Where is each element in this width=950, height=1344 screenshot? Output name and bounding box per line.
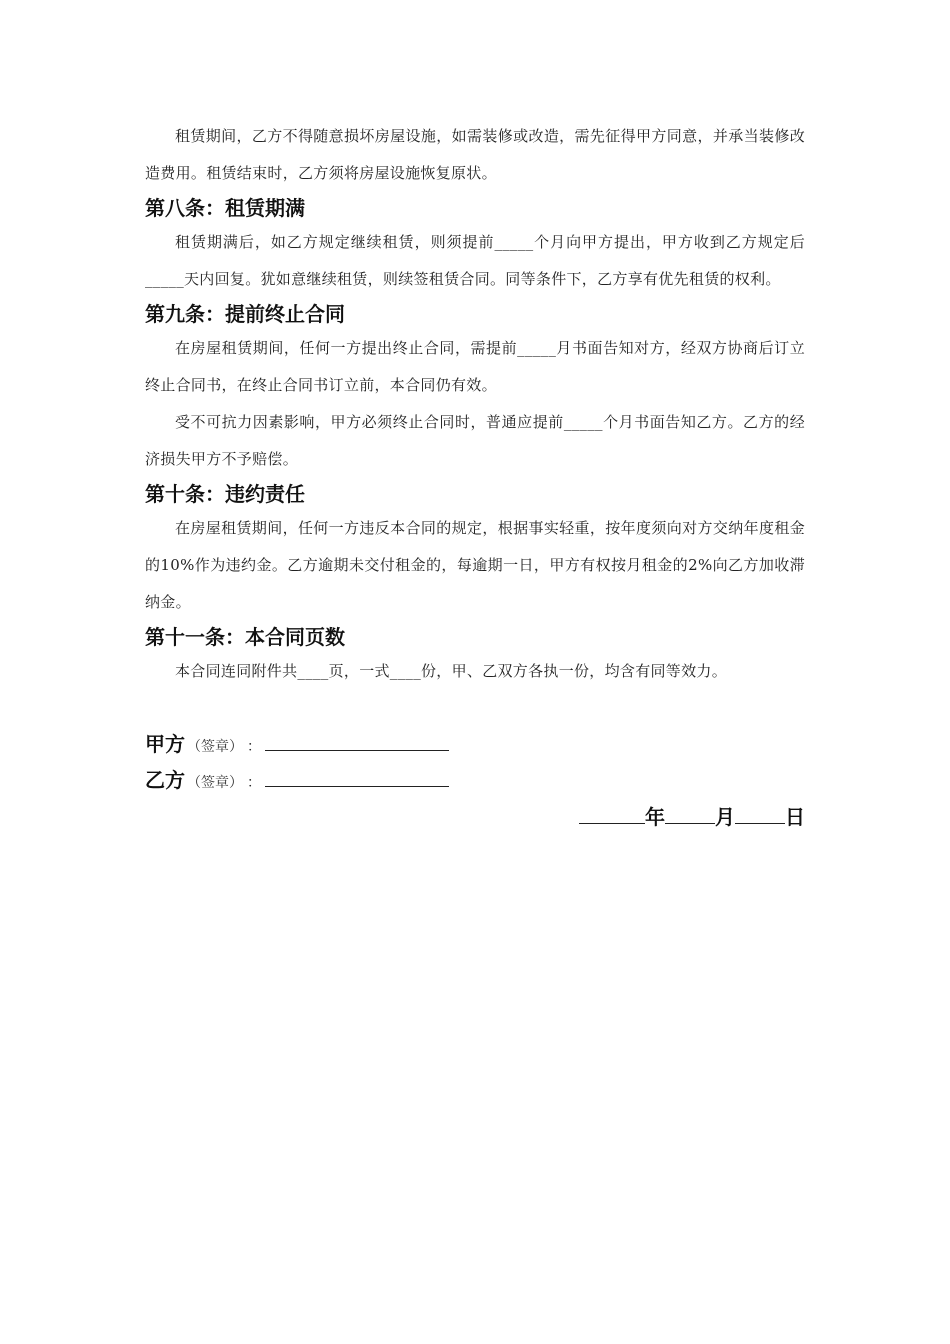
section-heading: 第十条：违约责任 [145,482,305,506]
paragraph: 在房屋租赁期间，任何一方提出终止合同，需提前_____月书面告知对方，经双方协商后订立终止合同书，在终止合同书订立前，本合同仍有效。 [145,339,805,394]
paragraph: 受不可抗力因素影响，甲方必须终止合同时，普通应提前_____个月书面告知乙方。乙方的经济损失甲方不予赔偿。 [145,413,805,468]
year-label: 年 [645,805,665,829]
section-heading: 第八条：租赁期满 [145,196,305,220]
paragraph: 租赁期满后，如乙方规定继续租赁，则须提前_____个月向甲方提出，甲方收到乙方规定后_____天内回复。犹如意继续租赁，则续签租赁合同。同等条件下，乙方享有优先租赁的权利。 [145,233,805,288]
year-blank[interactable] [579,809,645,824]
colon: ： [247,739,261,755]
seal-note: （签章） [187,739,243,755]
date-line [145,798,805,836]
month-blank[interactable] [665,809,715,824]
party-b-signature [145,762,805,798]
seal-note: （签章） [187,775,243,791]
colon: ： [247,775,261,791]
paragraph: 本合同连同附件共____页，一式____份，甲、乙双方各执一份，均含有同等效力。 [175,662,728,680]
party-b-signature-line[interactable] [265,770,449,787]
party-a-signature [145,726,805,762]
paragraph: 租赁期间，乙方不得随意损坏房屋设施，如需装修或改造，需先征得甲方同意，并承当装修改造费用。租赁结束时，乙方须将房屋设施恢复原状。 [145,127,805,182]
contract-body [145,118,805,836]
party-a-label: 甲方 [145,732,185,756]
section-heading: 第九条：提前终止合同 [145,302,345,326]
party-a-signature-line[interactable] [265,734,449,751]
day-blank[interactable] [735,809,785,824]
signature-block [145,726,805,798]
month-label: 月 [715,805,735,829]
party-b-label: 乙方 [145,768,185,792]
paragraph: 在房屋租赁期间，任何一方违反本合同的规定，根据事实轻重，按年度须向对方交纳年度租金的10%作为违约金。乙方逾期未交付租金的，每逾期一日，甲方有权按月租金的2%向乙方加收滞纳金。 [145,519,805,611]
day-label: 日 [785,805,805,829]
section-heading: 第十一条：本合同页数 [145,625,345,649]
